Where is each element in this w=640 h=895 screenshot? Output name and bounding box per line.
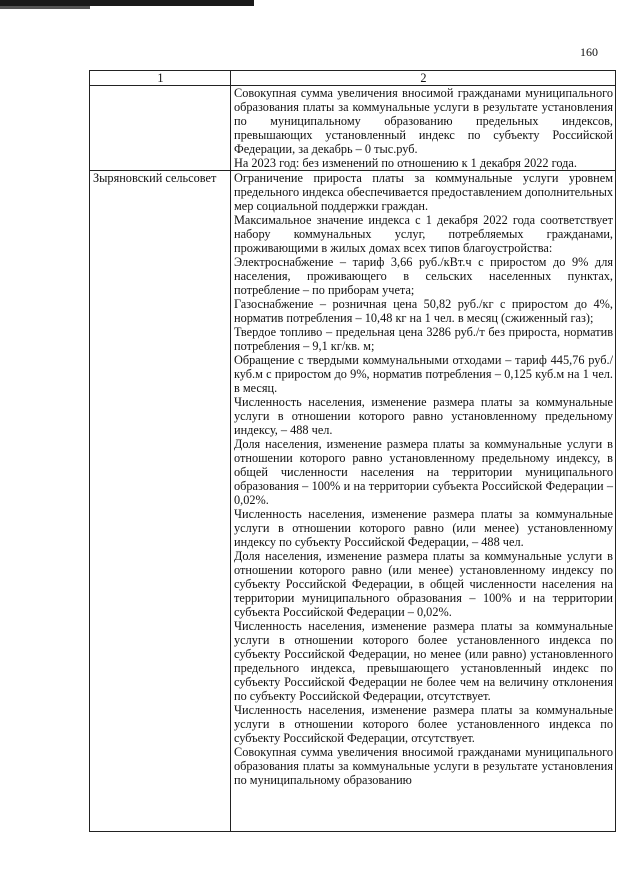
paragraph: Численность населения, изменение размера платы за коммунальные услуги в отношении которого более установленного индекса по субъекту Российской Федерации, но менее (или равно) установленного предельного индекса, превышающего установленный индекс по субъекту Российской Федерации не более чем на величину отклонения по субъекту Российской Федерации, отсутствует. (234, 619, 613, 703)
paragraph: Численность населения, изменение размера платы за коммунальные услуги в отношении которого равно (или менее) установленному индексу по субъекту Российской Федерации, – 488 чел. (234, 507, 613, 549)
paragraph: Численность населения, изменение размера платы за коммунальные услуги в отношении которого более установленного индекса по субъекту Российской Федерации, отсутствует. (234, 703, 613, 745)
municipality-name-cell (90, 86, 231, 171)
paragraph: Максимальное значение индекса с 1 декабря 2022 года соответствует набору коммунальных услуг, потребляемых гражданами, проживающими в жилых домах всех типов благоустройства: (234, 213, 613, 255)
paragraph: Электроснабжение – тариф 3,66 руб./кВт.ч с приростом до 9% для населения, проживающего в сельских населенных пунктах, потребление – по приборам учета; (234, 255, 613, 297)
document-table (89, 70, 616, 832)
municipality-name-cell: Зыряновский сельсовет (90, 171, 231, 832)
paragraph: Совокупная сумма увеличения вносимой гражданами муниципального образования платы за коммунальные услуги в результате установления по муниципальному образованию предельных индексов, превышающих установленный индекс по субъекту Российской Федерации, за декабрь – 0 тыс.руб. (234, 86, 613, 156)
measures-text-cell (231, 86, 616, 171)
paragraph: На 2023 год: без изменений по отношению к 1 декабря 2022 года. (234, 156, 577, 170)
scan-edge-mark-fade (0, 6, 90, 9)
paragraph: Численность населения, изменение размера платы за коммунальные услуги в отношении которого равно установленному предельному индексу, – 488 чел. (234, 395, 613, 437)
paragraph: Ограничение прироста платы за коммунальные услуги уровнем предельного индекса обеспечивается предоставлением дополнительных мер социальной поддержки граждан. (234, 171, 613, 213)
column-header-1: 1 (90, 71, 231, 86)
paragraph: Доля населения, изменение размера платы за коммунальные услуги в отношении которого равно установленному предельному индексу, в общей численности населения на территории муниципального образования – 100% и на территории субъекта Российской Федерации – 0,02%. (234, 437, 613, 507)
table-row (90, 171, 616, 832)
paragraph: Твердое топливо – предельная цена 3286 руб./т без прироста, норматив потребления – 9,1 кг/кв. м; (234, 325, 613, 353)
paragraph: Газоснабжение – розничная цена 50,82 руб./кг с приростом до 4%, норматив потребления – 10,48 кг на 1 чел. в месяц (сжиженный газ); (234, 297, 613, 325)
measures-text-cell (231, 171, 616, 832)
paragraph: Совокупная сумма увеличения вносимой гражданами муниципального образования платы за коммунальные услуги в результате установления по муниципальному образованию (234, 745, 613, 787)
paragraph: Обращение с твердыми коммунальными отходами – тариф 445,76 руб./куб.м с приростом до 9%, норматив потребления – 0,125 куб.м на 1 чел. в месяц. (234, 353, 613, 395)
table-row (90, 86, 616, 171)
page-number: 160 (580, 45, 598, 59)
paragraph: Доля населения, изменение размера платы за коммунальные услуги в отношении которого равно (или менее) установленному индексу по субъекту Российской Федерации, в общей численности населения на территории муниципального образования – 100% и на территории субъекта Российской Федерации – 0,02%. (234, 549, 613, 619)
column-header-2: 2 (231, 71, 616, 86)
table-header-row (90, 71, 616, 86)
